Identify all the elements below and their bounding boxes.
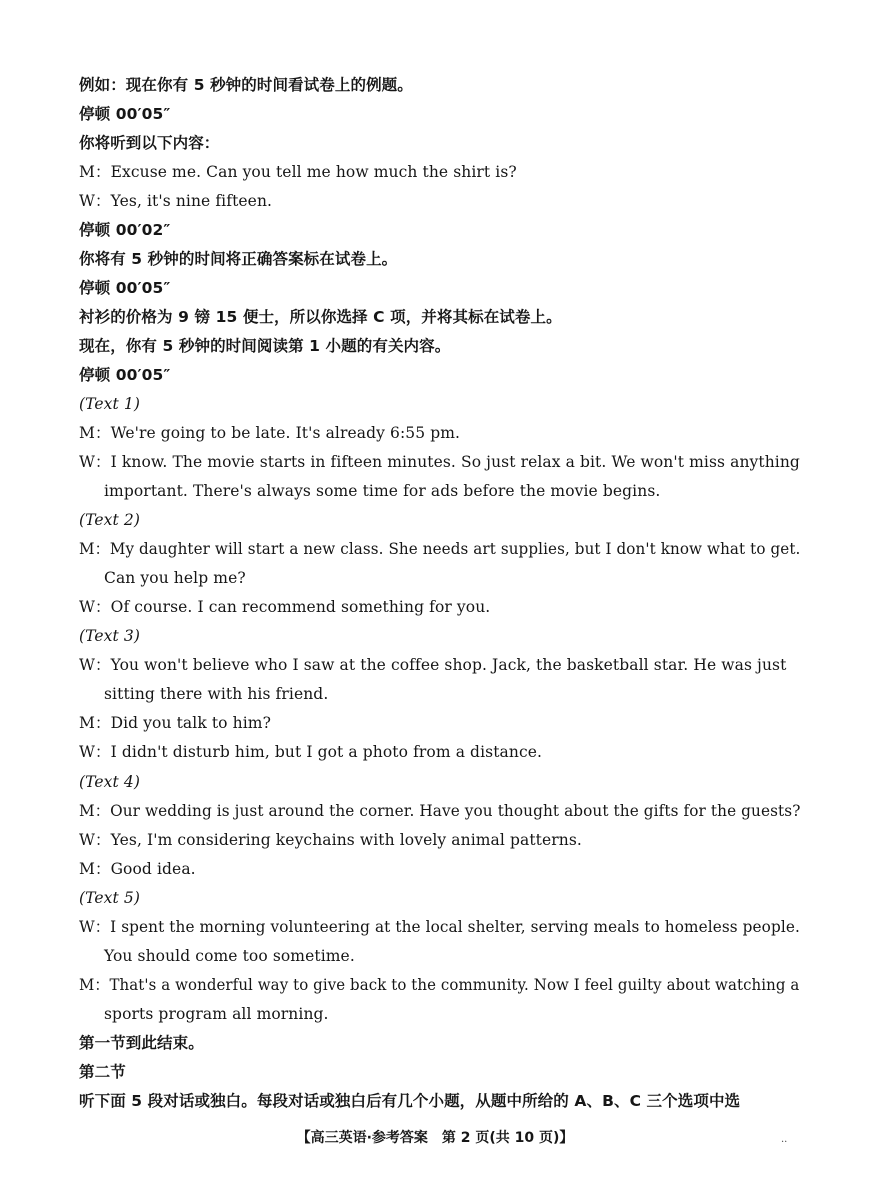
dialogue-line: M：We're going to be late. It's already 6:55 pm. — [79, 424, 461, 442]
dialogue-continuation: Can you help me? — [104, 569, 246, 587]
dialogue-continuation: important. There's always some time for ads before the movie begins. — [104, 482, 661, 500]
dialogue-line: M：Our wedding is just around the corner. Have you thought about the gifts for the guests? — [79, 802, 801, 820]
instruction-mark-answer: 你将有 5 秒钟的时间将正确答案标在试卷上。 — [79, 250, 398, 268]
instruction-read-question: 现在，你有 5 秒钟的时间阅读第 1 小题的有关内容。 — [79, 337, 451, 355]
page-footer: 【高三英语·参考答案 第 2 页(共 10 页)】 — [296, 1130, 574, 1146]
dialogue-line: W：Yes, I'm considering keychains with lovely animal patterns. — [79, 831, 582, 849]
section-heading: 第二节 — [79, 1063, 126, 1081]
pause-marker: 停顿 00′05″ — [79, 279, 171, 297]
dialogue-line: W：I spent the morning volunteering at the local shelter, serving meals to homeless people. — [79, 918, 800, 936]
dialogue-line: W：Yes, it's nine fifteen. — [79, 192, 273, 210]
pause-marker: 停顿 00′05″ — [79, 105, 171, 123]
instruction-example: 例如：现在你有 5 秒钟的时间看试卷上的例题。 — [79, 76, 413, 94]
instruction-answer-explanation: 衬衫的价格为 9 镑 15 便士，所以你选择 C 项，并将其标在试卷上。 — [79, 308, 562, 326]
dialogue-line: M：Did you talk to him? — [79, 714, 271, 732]
dialogue-line: M：My daughter will start a new class. She needs art supplies, but I don't know what to get. — [79, 540, 801, 558]
instruction-listen: 你将听到以下内容： — [79, 134, 220, 152]
dialogue-line: M：Good idea. — [79, 860, 196, 878]
text-label: (Text 5) — [79, 889, 140, 907]
dialogue-continuation: sports program all morning. — [104, 1005, 329, 1023]
dialogue-line: M：That's a wonderful way to give back to the community. Now I feel guilty about watching a — [79, 976, 800, 994]
corner-mark: .. — [781, 1134, 788, 1145]
dialogue-line: W：I didn't disturb him, but I got a photo from a distance. — [79, 743, 543, 761]
dialogue-line: M：Excuse me. Can you tell me how much the shirt is? — [79, 163, 517, 181]
dialogue-line: W：Of course. I can recommend something for you. — [79, 598, 491, 616]
pause-marker: 停顿 00′05″ — [79, 366, 171, 384]
pause-marker: 停顿 00′02″ — [79, 221, 171, 239]
dialogue-line: W：You won't believe who I saw at the coffee shop. Jack, the basketball star. He was just — [79, 656, 787, 674]
dialogue-continuation: sitting there with his friend. — [104, 685, 329, 703]
dialogue-continuation: You should come too sometime. — [104, 947, 355, 965]
text-label: (Text 4) — [79, 773, 140, 791]
text-label: (Text 2) — [79, 511, 140, 529]
text-label: (Text 3) — [79, 627, 140, 645]
text-label: (Text 1) — [79, 395, 140, 413]
section-instruction: 听下面 5 段对话或独白。每段对话或独白后有几个小题，从题中所给的 A、B、C 三个选项中选 — [79, 1092, 741, 1110]
dialogue-line: W：I know. The movie starts in fifteen minutes. So just relax a bit. We won't miss anything — [79, 453, 800, 471]
section-end: 第一节到此结束。 — [79, 1034, 204, 1052]
